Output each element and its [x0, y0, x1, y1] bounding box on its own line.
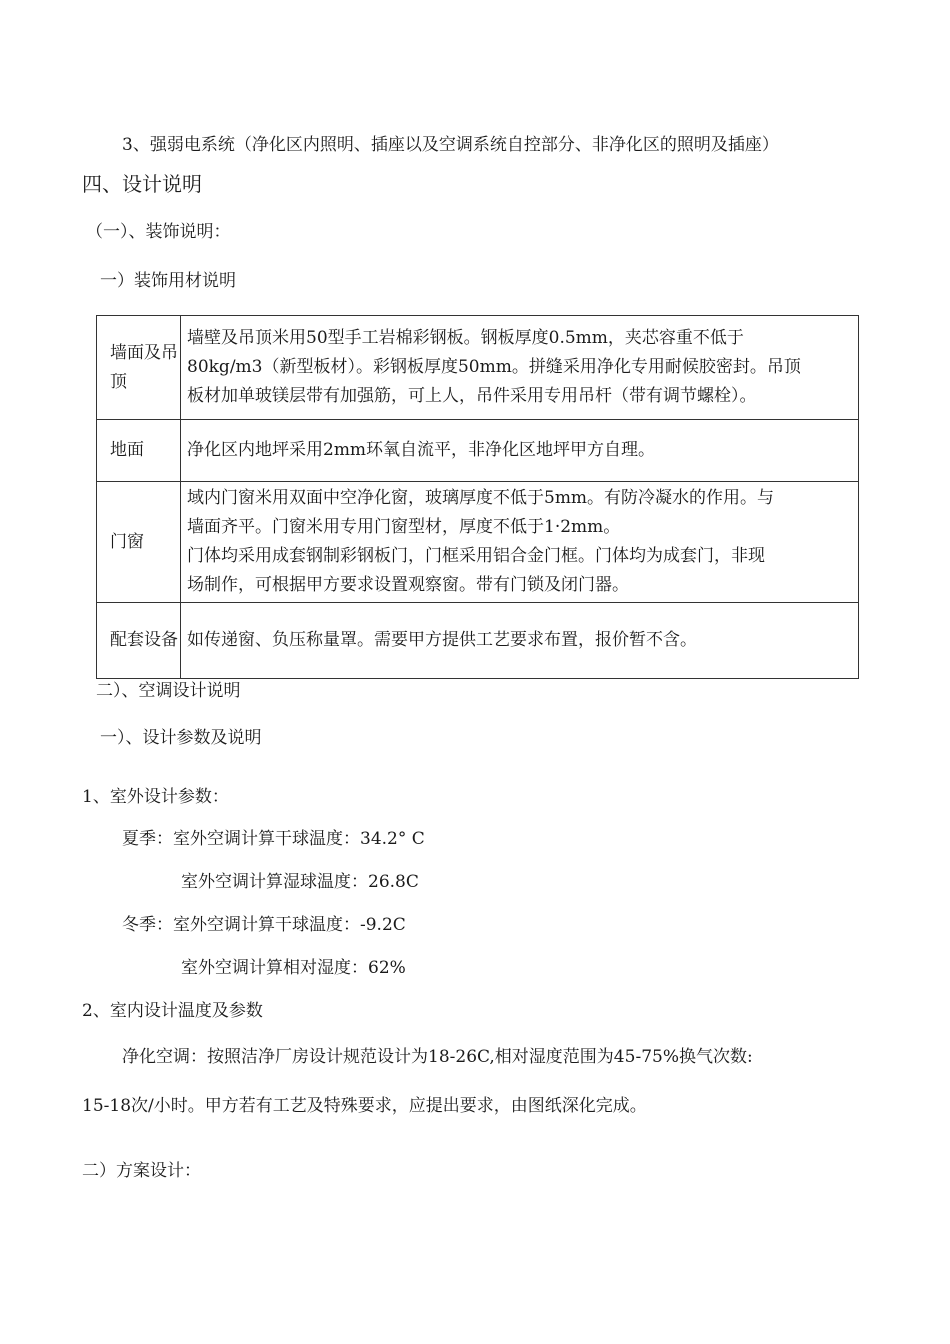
row-content	[181, 482, 859, 603]
subsection-decoration-title: （一）、装饰说明：	[86, 222, 231, 242]
content-line: 80kg/m3（新型板材）。彩钢板厚度50mm。拼缝采用净化专用耐候胶密封。吊顶	[187, 357, 801, 377]
decoration-materials-table	[96, 315, 859, 679]
row-label: 地面	[97, 420, 181, 482]
intro-item: 3、强弱电系统（净化区内照明、插座以及空调系统自控部分、非净化区的照明及插座）	[122, 135, 779, 155]
design-parameters-title: 一）、设计参数及说明	[100, 728, 262, 748]
content-line: 墙面齐平。门窗米用专用门窗型材，厚度不低于1·2mm。	[187, 517, 621, 537]
decoration-materials-title: 一）装饰用材说明	[100, 271, 236, 291]
content-line: 净化区内地坪采用2mm环氧自流平，非净化区地坪甲方自理。	[187, 440, 656, 460]
subsection-hvac-title: 二）、空调设计说明	[96, 681, 241, 701]
scheme-design-title: 二）方案设计：	[82, 1161, 201, 1181]
content-line: 门体均采用成套钢制彩钢板门，门框采用铝合金门框。门体均为成套门，非现	[187, 546, 765, 566]
table-row	[97, 603, 859, 679]
table-row	[97, 482, 859, 603]
content-line: 域内门窗米用双面中空净化窗，玻璃厚度不低于5mm。有防冷凝水的作用。与	[187, 488, 775, 508]
row-label: 门窗	[97, 482, 181, 603]
content-line: 板材加单玻镁层带有加强筋，可上人，吊件采用专用吊杆（带有调节螺栓）。	[187, 386, 757, 406]
summer-dry-bulb: 夏季：室外空调计算干球温度：34.2° C	[122, 829, 425, 849]
section-title: 四、设计说明	[82, 172, 202, 196]
row-label: 墙面及吊顶	[97, 316, 181, 420]
row-content	[181, 603, 859, 679]
winter-dry-bulb: 冬季：室外空调计算干球温度：-9.2C	[122, 915, 406, 935]
row-label: 配套设备	[97, 603, 181, 679]
summer-wet-bulb: 室外空调计算湿球温度：26.8C	[181, 872, 419, 892]
row-content	[181, 420, 859, 482]
row-content	[181, 316, 859, 420]
table-row	[97, 316, 859, 420]
table-row	[97, 420, 859, 482]
indoor-parameters-title: 2、室内设计温度及参数	[82, 1001, 263, 1021]
content-line: 场制作，可根据甲方要求设置观察窗。带有门锁及闭门器。	[187, 575, 629, 595]
indoor-description-line: 净化空调：按照洁净厂房设计规范设计为18-26C,相对湿度范围为45-75%换气次数:	[122, 1047, 753, 1067]
winter-relative-humidity: 室外空调计算相对湿度：62%	[181, 958, 406, 978]
outdoor-parameters-title: 1、室外设计参数：	[82, 787, 229, 807]
content-line: 如传递窗、负压称量罩。需要甲方提供工艺要求布置，报价暂不含。	[187, 630, 697, 650]
indoor-description-line: 15-18次/小时。甲方若有工艺及特殊要求，应提出要求，由图纸深化完成。	[82, 1096, 647, 1116]
content-line: 墙壁及吊顶米用50型手工岩棉彩钢板。钢板厚度0.5mm，夹芯容重不低于	[187, 328, 744, 348]
